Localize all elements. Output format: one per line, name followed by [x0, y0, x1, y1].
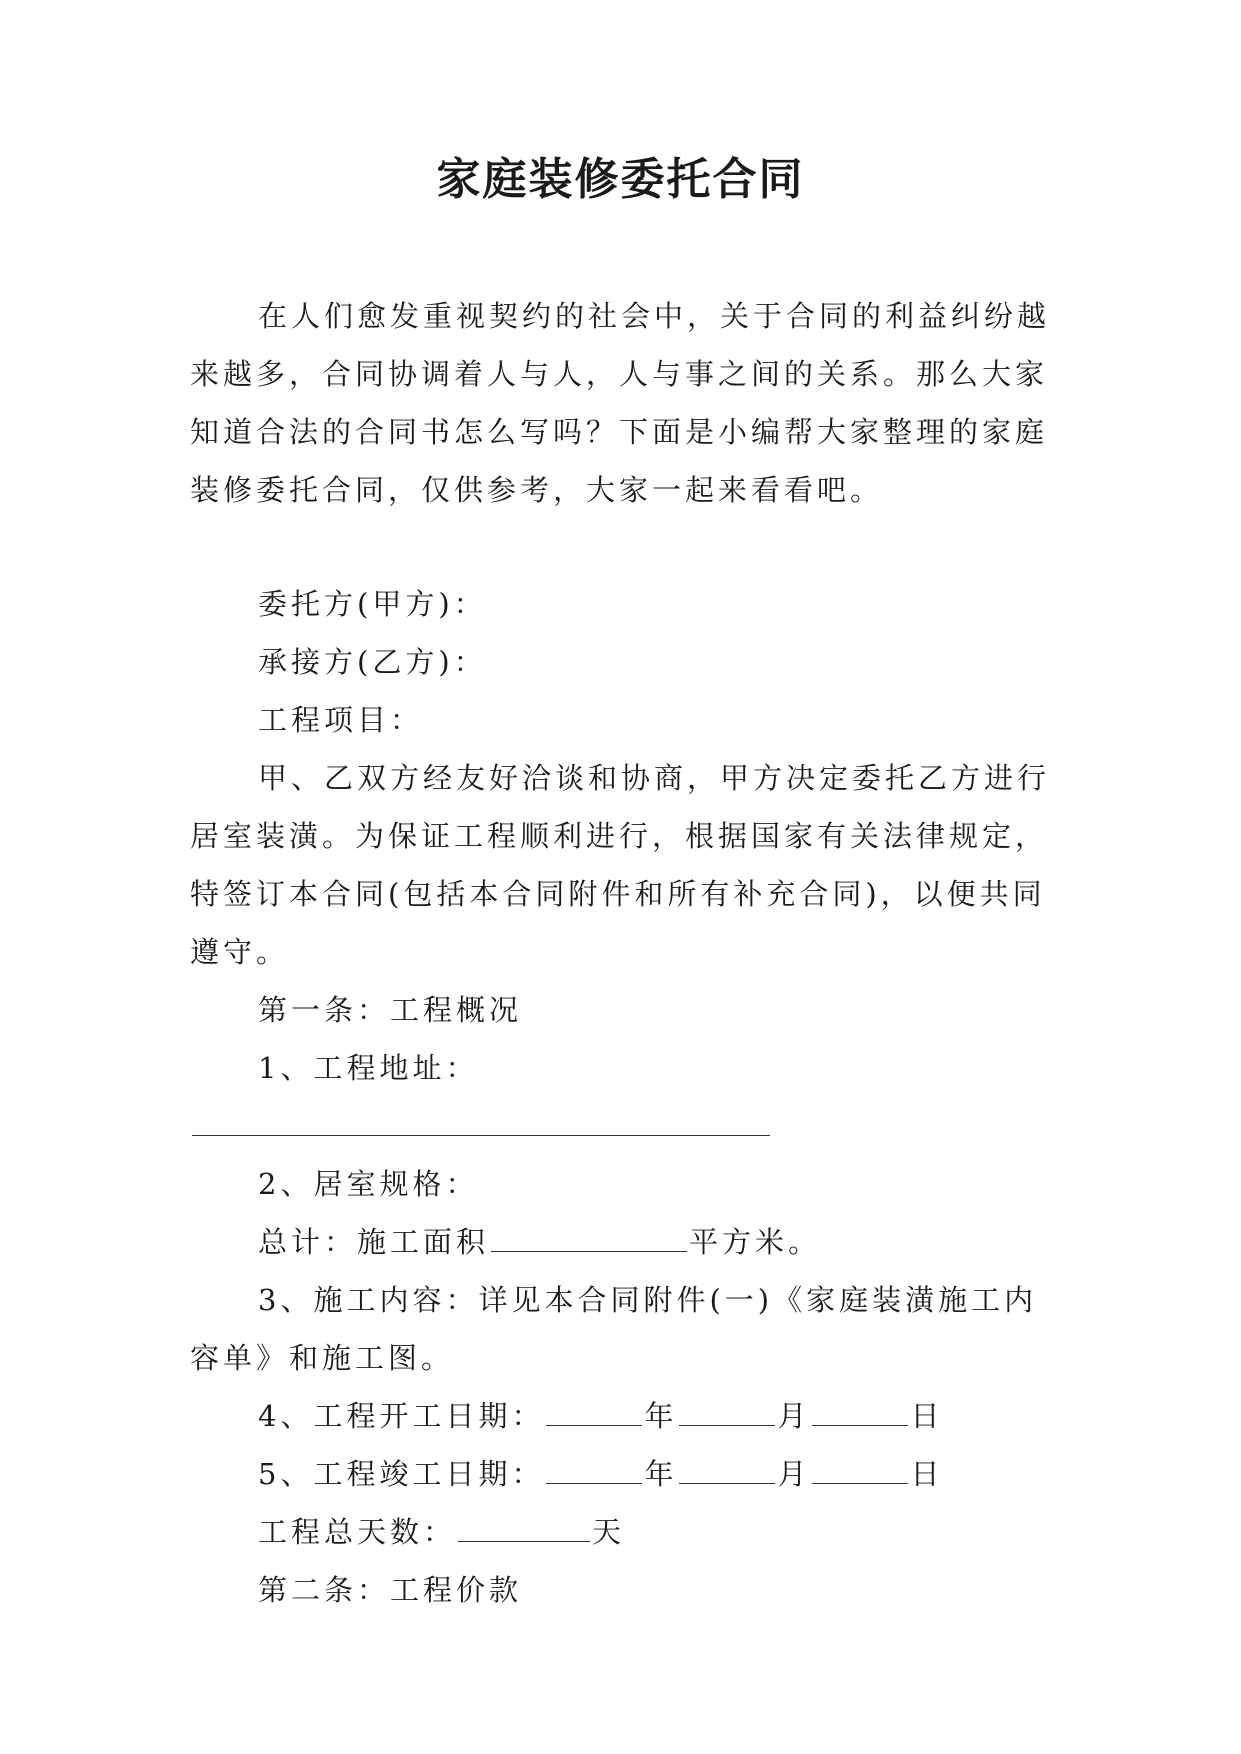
- room-spec-line: 2、居室规格：: [258, 1167, 479, 1201]
- party-a-line: 委托方(甲方)：: [258, 587, 487, 621]
- area-blank[interactable]: [491, 1225, 687, 1252]
- end-month-blank[interactable]: [679, 1457, 775, 1484]
- end-day-blank[interactable]: [812, 1457, 908, 1484]
- end-year-unit: 年: [644, 1457, 678, 1491]
- preamble-paragraph: 甲、乙双方经友好洽谈和协商，甲方决定委托乙方进行居室装潢。为保证工程顺利进行，根据国家有关法律规定，特签订本合同(包括本合同附件和所有补充合同)，以便共同遵守。: [190, 761, 1051, 969]
- end-date-line: [190, 1445, 1050, 1503]
- end-year-blank[interactable]: [546, 1457, 642, 1484]
- document-title: 家庭装修委托合同: [436, 154, 805, 205]
- start-year-blank[interactable]: [546, 1399, 642, 1426]
- start-date-label: 4、工程开工日期：: [258, 1399, 545, 1433]
- area-unit: 平方米。: [689, 1225, 822, 1259]
- construction-content-paragraph: 3、施工内容：详见本合同附件(一)《家庭装潢施工内容单》和施工图。: [190, 1283, 1038, 1375]
- address-line: [190, 1039, 1050, 1155]
- end-day-unit: 日: [910, 1457, 944, 1491]
- end-month-unit: 月: [777, 1457, 811, 1491]
- start-day-unit: 日: [910, 1399, 944, 1433]
- contract-body: [190, 575, 1050, 1619]
- start-year-unit: 年: [644, 1399, 678, 1433]
- total-days-unit: 天: [592, 1515, 626, 1549]
- project-line: 工程项目：: [258, 703, 424, 737]
- address-blank[interactable]: [192, 1109, 770, 1136]
- article-1-heading: 第一条：工程概况: [258, 993, 523, 1027]
- total-days-label: 工程总天数：: [258, 1515, 457, 1549]
- start-day-blank[interactable]: [812, 1399, 908, 1426]
- total-days-line: [190, 1503, 1050, 1561]
- end-date-label: 5、工程竣工日期：: [258, 1457, 545, 1491]
- start-month-blank[interactable]: [679, 1399, 775, 1426]
- intro-paragraph: 在人们愈发重视契约的社会中，关于合同的利益纠纷越来越多，合同协调着人与人，人与事之间的关系。那么大家知道合法的合同书怎么写吗？下面是小编帮大家整理的家庭装修委托合同，仅供参考，大家一起来看看吧。: [190, 299, 1051, 507]
- address-label: 1、工程地址：: [258, 1051, 479, 1085]
- total-days-blank[interactable]: [458, 1515, 590, 1542]
- area-label: 总计：施工面积: [258, 1225, 490, 1259]
- area-line: [190, 1213, 1050, 1271]
- start-month-unit: 月: [777, 1399, 811, 1433]
- start-date-line: [190, 1387, 1050, 1445]
- party-b-line: 承接方(乙方)：: [258, 645, 487, 679]
- article-2-heading: 第二条：工程价款: [258, 1573, 523, 1607]
